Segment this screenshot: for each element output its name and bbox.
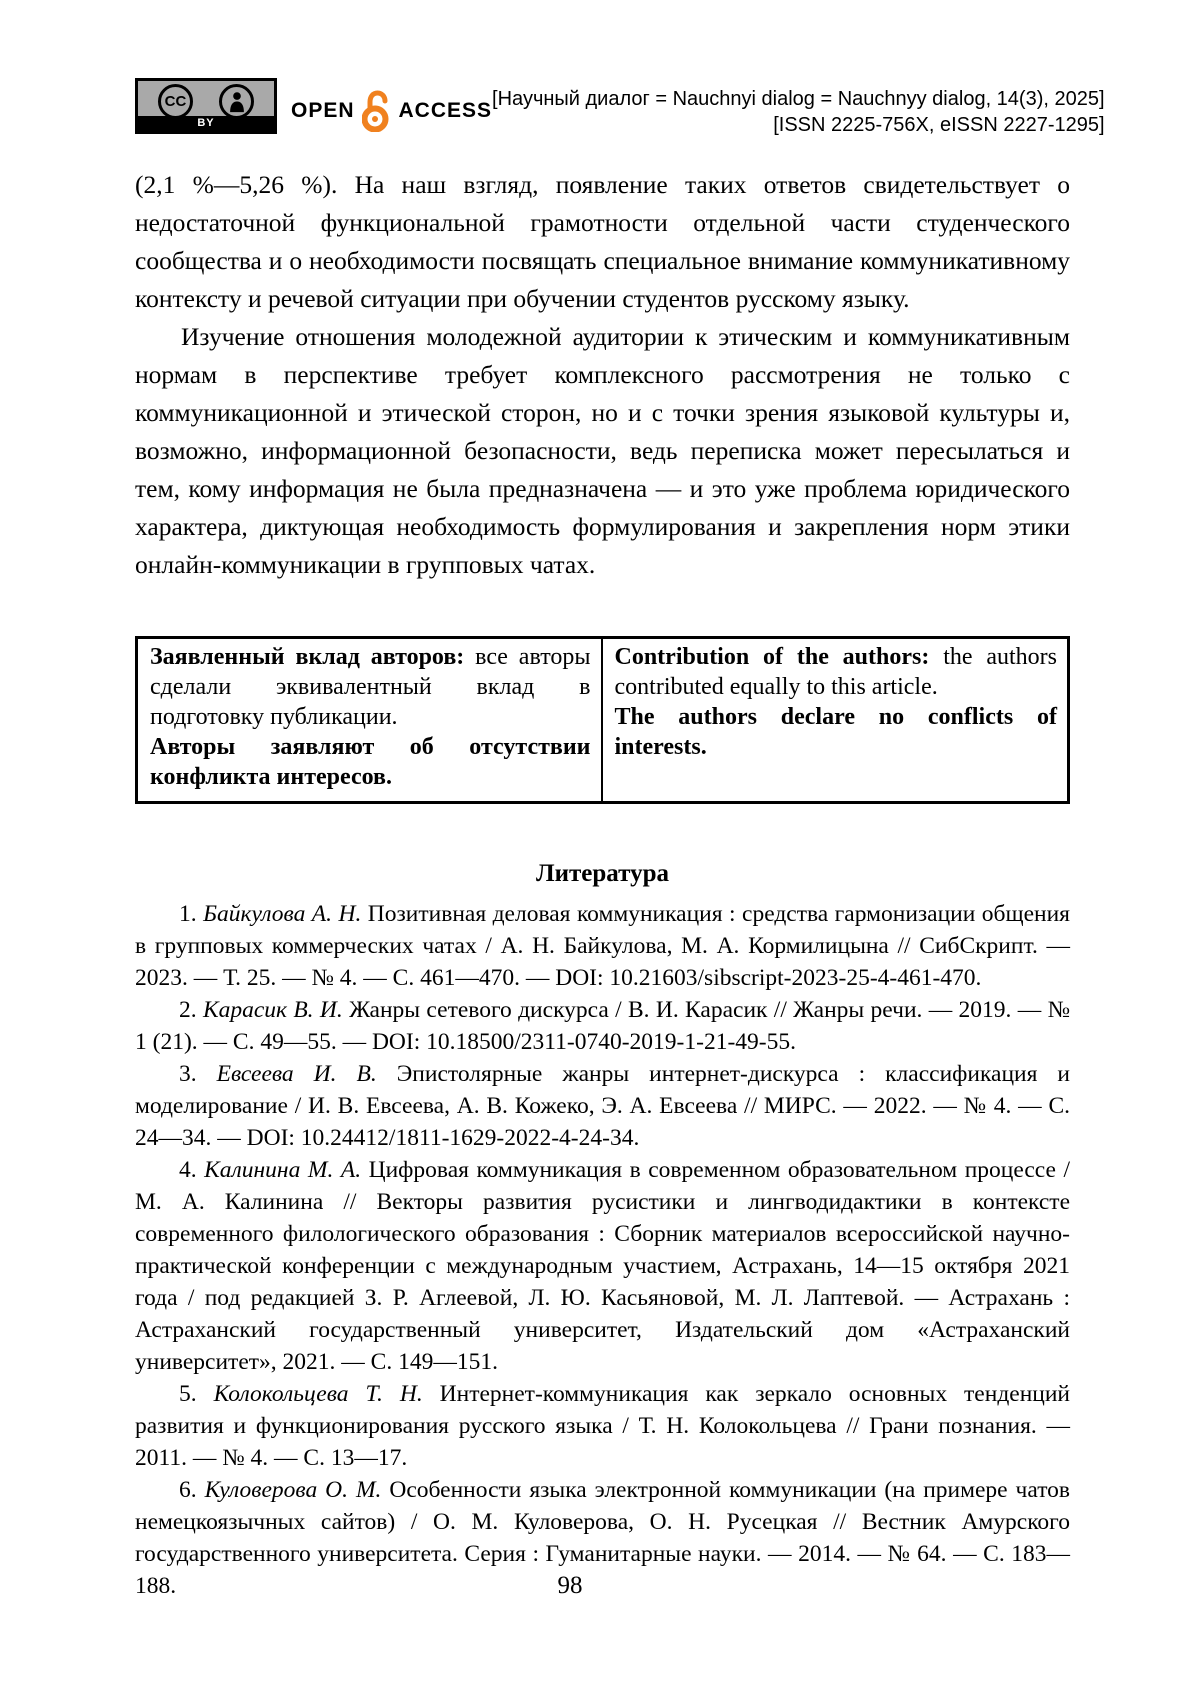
reference-item: 6. Куловерова О. М. Особенности языка электронной коммуникации (на примере чатов немецкоязычных сайтов) / О. М. Куловерова, О. Н. Русецкая // Вестник Амурского государственного университета. Серия : Гуманитарные науки. — 2014. — № 64. — С. 183—188. <box>135 1477 1071 1599</box>
open-access-word-open: OPEN <box>291 99 355 122</box>
reference-text: Цифровая коммуникация в современном образовательном процессе / М. А. Калинина // Векторы развития русистики и лингводидактики в контексте современного филологического образования : Сборник материалов всероссийской научно-практической конференции с международным участием, Астрахань, 14—15 октября 2021 года / под редакцией З. Р. Аглеевой, Л. Ю. Касьяновой, М. Л. Лаптевой. — Астрахань : Астраханский государственный университет, Издательский дом «Астраханский университет», 2021. — С. 149—151. <box>135 1157 1070 1375</box>
journal-citation-line1: [Научный диалог = Nauchnyi dialog = Nauchnyy dialog, 14(3), 2025] <box>492 88 1105 110</box>
open-access-word-access: ACCESS <box>398 99 493 122</box>
reference-author: Куловерова О. М. <box>204 1477 382 1503</box>
conflict-statement-en: The authors declare no conflicts of interests. <box>614 704 1057 760</box>
body-paragraph: (2,1 %—5,26 %). На наш взгляд, появление таких ответов свидетельствует о недостаточной функциональной грамотности отдельной части студенческого сообщества и о необходимости посвящать специальное внимание коммуникативному контексту и речевой ситуации при обучении студентов русскому языку. <box>135 170 1070 313</box>
journal-citation <box>492 78 1104 138</box>
open-lock-icon <box>362 90 392 132</box>
reference-text: Интернет-коммуникация как зеркало основных тенденций развития и функционирования русского языка / Т. Н. Колокольцева // Грани познания. — 2011. — № 4. — С. 13—17. <box>135 1381 1071 1471</box>
contribution-rest-en: the authors contributed equally to this article. <box>614 644 1057 700</box>
contribution-cell-russian <box>138 639 603 801</box>
attribution-person-icon <box>219 84 254 119</box>
cc-badge-circles <box>138 81 274 119</box>
reference-text: Эпистолярные жанры интернет-дискурса : классификация и моделирование / И. В. Евсеева, А. В. Кожеко, Э. А. Евсеева // МИРС. — 2022. — № 4. — С. 24—34. — DOI: 10.24412/1811-1629-2022-4-24-34. <box>135 1061 1070 1151</box>
reference-author: Байкулова А. Н. <box>203 901 362 927</box>
page-number: 98 <box>557 1572 583 1599</box>
reference-author: Евсеева И. В. <box>216 1061 377 1087</box>
contribution-rest-ru: все авторы сделали эквивалентный вклад в подготовку публикации. <box>150 644 591 730</box>
journal-citation-line2: [ISSN 2225-756X, eISSN 2227-1295] <box>773 114 1105 136</box>
reference-text: Особенности языка электронной коммуникации (на примере чатов немецкоязычных сайтов) / О. М. Куловерова, О. Н. Русецкая // Вестник Амурского государственного университета. Серия : Гуманитарные науки. — 2014. — № 64. — С. 183—188. <box>135 1477 1071 1599</box>
body-paragraph: Изучение отношения молодежной аудитории к этическим и коммуникативным нормам в перспективе требует комплексного рассмотрения не только с коммуникационной и этической сторон, но и с точки зрения языковой культуры и, возможно, информационной безопасности, ведь переписка может пересылаться и тем, кому информация не была предназначена — и это уже проблема юридического характера, диктующая необходимость формулирования и закрепления норм этики онлайн-коммуникации в групповых чатах. <box>135 322 1070 579</box>
contribution-cell-english <box>603 639 1068 801</box>
contribution-lead-ru: Заявленный вклад авторов: <box>150 644 465 670</box>
reference-text: Жанры сетевого дискурса / В. И. Карасик // Жанры речи. — 2019. — № 1 (21). — С. 49—55. — DOI: 10.18500/2311-0740-2019-1-21-49-55. <box>135 997 1071 1055</box>
article-body <box>135 166 1070 584</box>
reference-item: 1. Байкулова А. Н. Позитивная деловая коммуникация : средства гармонизации общения в групповых коммерческих чатах / А. Н. Байкулова, М. А. Кормилицына // СибСкрипт. — 2023. — Т. 25. — № 4. — С. 461—470. — DOI: 10.21603/sibscript-2023-25-4-461-470. <box>135 901 1070 991</box>
reference-item: 3. Евсеева И. В. Эпистолярные жанры интернет-дискурса : классификация и моделирование / И. В. Евсеева, А. В. Кожеко, Э. А. Евсеева // МИРС. — 2022. — № 4. — С. 24—34. — DOI: 10.24412/1811-1629-2022-4-24-34. <box>135 1061 1070 1151</box>
contribution-table <box>135 636 1070 804</box>
reference-item: 4. Калинина М. А. Цифровая коммуникация в современном образовательном процессе / М. А. Калинина // Векторы развития русистики и лингводидактики в контексте современного филологического образования : Сборник материалов всероссийской научно-практической конференции с международным участием, Астрахань, 14—15 октября 2021 года / под редакцией З. Р. Аглеевой, Л. Ю. Касьяновой, М. Л. Лаптевой. — Астрахань : Астраханский государственный университет, Издательский дом «Астраханский университет», 2021. — С. 149—151. <box>135 1157 1070 1375</box>
cc-icon <box>158 84 193 119</box>
reference-text: Позитивная деловая коммуникация : средства гармонизации общения в групповых коммерческих чатах / А. Н. Байкулова, М. А. Кормилицына // СибСкрипт. — 2023. — Т. 25. — № 4. — С. 461—470. — DOI: 10.21603/sibscript-2023-25-4-461-470. <box>135 901 1070 991</box>
reference-item: 2. Карасик В. И. Жанры сетевого дискурса / В. И. Карасик // Жанры речи. — 2019. — № 1 (21). — С. 49—55. — DOI: 10.18500/2311-0740-2019-1-21-49-55. <box>135 997 1071 1055</box>
contribution-statement-en <box>615 642 1058 702</box>
cc-by-label: BY <box>138 116 274 131</box>
page-header <box>135 78 1105 138</box>
reference-author: Калинина М. А. <box>204 1157 362 1183</box>
references-list <box>135 898 1070 1602</box>
conflict-statement-ru: Авторы заявляют об отсутствии конфликта интересов. <box>150 734 591 790</box>
open-access-logo <box>291 90 492 132</box>
cc-icon-label: CC <box>164 93 187 110</box>
reference-author: Колокольцева Т. Н. <box>213 1381 423 1407</box>
cc-by-license-badge <box>135 78 277 134</box>
reference-author: Карасик В. И. <box>202 997 343 1023</box>
references-heading: Литература <box>535 860 670 887</box>
contribution-statement-ru <box>150 642 591 732</box>
reference-item: 5. Колокольцева Т. Н. Интернет-коммуникация как зеркало основных тенденций развития и функционирования русского языка / Т. Н. Колокольцева // Грани познания. — 2011. — № 4. — С. 13—17. <box>135 1381 1071 1471</box>
contribution-lead-en: Contribution of the authors: <box>614 644 930 670</box>
